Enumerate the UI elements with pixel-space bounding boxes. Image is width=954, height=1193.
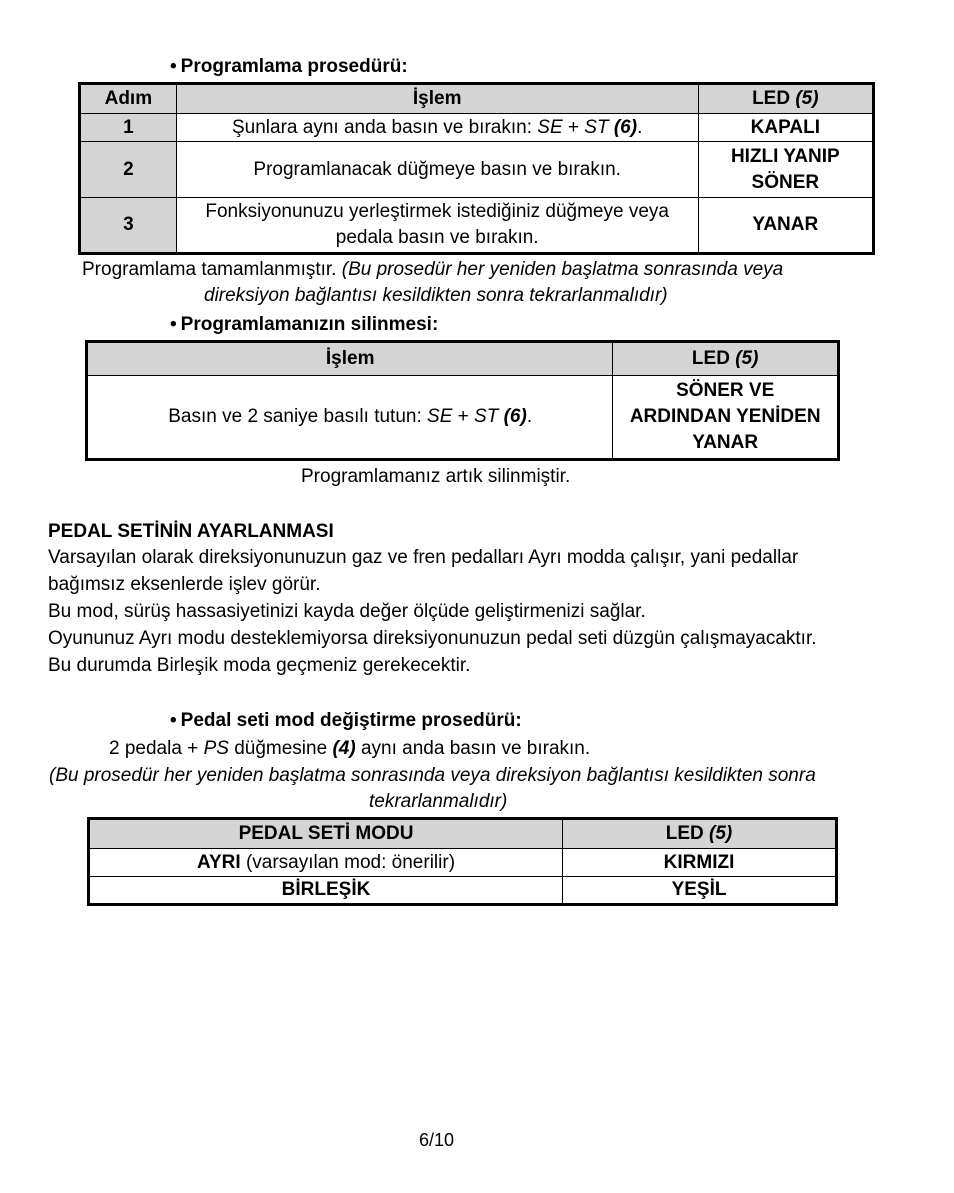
header-led	[563, 819, 837, 849]
led-line: HIZLI YANIP	[730, 145, 840, 167]
led-line: SÖNER VE	[676, 380, 775, 401]
mode-cell	[89, 877, 563, 905]
header-led-ref: (5)	[709, 823, 733, 844]
step-led: KAPALI	[698, 114, 873, 142]
instr-text: aynı anda basın ve bırakın.	[355, 738, 591, 759]
action-plus: +	[452, 406, 475, 427]
delete-action	[87, 376, 613, 460]
pedal-mode-table	[87, 817, 838, 906]
header-led-text: LED	[665, 823, 704, 844]
programming-table	[78, 82, 875, 255]
pedal-paragraph-line: bağımsız eksenlerde işlev görür.	[48, 574, 321, 595]
header-mode: PEDAL SETİ MODU	[89, 819, 563, 849]
section-title-text: Pedal seti mod değiştirme prosedürü:	[180, 710, 522, 731]
instr-ps: PS	[203, 738, 229, 759]
pedal-mode-instruction	[109, 736, 590, 762]
section-delete-title	[170, 314, 438, 336]
step-number: 1	[80, 114, 177, 142]
step-led	[698, 142, 873, 198]
step-action	[176, 114, 698, 142]
table-header-row	[80, 84, 874, 114]
led-line: SÖNER	[751, 171, 820, 193]
mode-name: BİRLEŞİK	[281, 879, 371, 900]
table-row	[89, 849, 837, 877]
section-programming-title	[170, 56, 408, 78]
action-se: SE	[427, 406, 453, 427]
pedal-paragraph-line: Oyununuz Ayrı modu desteklemiyorsa direksiyonunuzun pedal seti düzgün çalışmayacaktır.	[48, 628, 817, 649]
step-led: YANAR	[698, 198, 873, 254]
led-line: ARDINDAN YENİDEN	[629, 406, 821, 427]
delete-note: Programlamanız artık silinmiştir.	[301, 466, 571, 487]
section-title-text: Programlamanızın silinmesi:	[180, 314, 439, 335]
instr-ref: (4)	[332, 738, 356, 759]
pedal-paragraph-line: Bu durumda Birleşik moda geçmeniz gerekecektir.	[48, 655, 471, 676]
pedal-paragraph-line: Varsayılan olarak direksiyonunuzun gaz ve fren pedalları Ayrı modda çalışır, yani pedallar	[48, 547, 799, 568]
instr-text: düğmesine	[228, 738, 333, 759]
step-number: 2	[80, 142, 177, 198]
action-plus: +	[562, 116, 585, 138]
action-text: Şunlara aynı anda basın ve bırakın:	[232, 116, 538, 138]
action-st: ST	[474, 406, 499, 427]
pedal-paragraph-line: Bu mod, sürüş hassasiyetinizi kayda değer ölçüde geliştirmenizi sağlar.	[48, 601, 646, 622]
header-led-ref: (5)	[735, 348, 759, 369]
mode-cell	[89, 849, 563, 877]
header-led-text: LED	[691, 348, 730, 369]
table-row	[80, 142, 874, 198]
instr-text: 2 pedala +	[109, 738, 204, 759]
header-led	[698, 84, 873, 114]
step-number: 3	[80, 198, 177, 254]
bullet-icon: •	[170, 710, 177, 731]
header-step: Adım	[80, 84, 177, 114]
action-ref: (6)	[503, 406, 527, 427]
table-row	[89, 877, 837, 905]
header-led-ref: (5)	[795, 88, 819, 109]
mode-desc: (varsayılan mod: önerilir)	[240, 851, 456, 873]
header-action: İşlem	[176, 84, 698, 114]
pedal-heading: PEDAL SETİNİN AYARLANMASI	[48, 521, 334, 542]
action-ref: (6)	[613, 116, 638, 138]
mode-name: AYRI	[197, 851, 241, 873]
section-title-text: Programlama prosedürü:	[180, 56, 408, 77]
pedal-mode-note-line1: (Bu prosedür her yeniden başlatma sonrasında veya direksiyon bağlantısı kesildikten sonra	[49, 765, 816, 786]
programming-note-line2: direksiyon bağlantısı kesildikten sonra tekrarlanmalıdır)	[204, 285, 668, 306]
header-led-text: LED	[752, 88, 791, 109]
pedal-mode-note-line2: tekrarlanmalıdır)	[369, 791, 508, 812]
mode-led: KIRMIZI	[563, 849, 837, 877]
page-number: 6/10	[419, 1130, 455, 1150]
bullet-icon: •	[170, 56, 177, 77]
programming-note-line1	[82, 257, 783, 283]
header-action: İşlem	[87, 342, 613, 376]
bullet-icon: •	[170, 314, 177, 335]
table-row	[80, 114, 874, 142]
delete-table	[85, 340, 840, 461]
action-line: pedala basın ve bırakın.	[335, 227, 539, 248]
table-row	[80, 198, 874, 254]
header-led	[613, 342, 839, 376]
action-line: Fonksiyonunuzu yerleştirmek istediğiniz düğmeye veya	[205, 201, 669, 222]
note-italic: (Bu prosedür her yeniden başlatma sonrasında veya	[341, 259, 784, 280]
delete-led	[613, 376, 839, 460]
step-action	[176, 198, 698, 254]
action-post: .	[526, 406, 533, 427]
table-row	[87, 376, 839, 460]
led-line: YANAR	[692, 432, 759, 453]
action-se: SE	[537, 116, 563, 138]
section-pedal-mode-title	[170, 710, 522, 732]
action-post: .	[637, 116, 643, 138]
mode-led: YEŞİL	[563, 877, 837, 905]
table-header-row	[89, 819, 837, 849]
action-st: ST	[584, 116, 609, 138]
note-normal: Programlama tamamlanmıştır.	[82, 259, 342, 280]
table-header-row	[87, 342, 839, 376]
step-action: Programlanacak düğmeye basın ve bırakın.	[176, 142, 698, 198]
action-text: Basın ve 2 saniye basılı tutun:	[168, 406, 428, 427]
